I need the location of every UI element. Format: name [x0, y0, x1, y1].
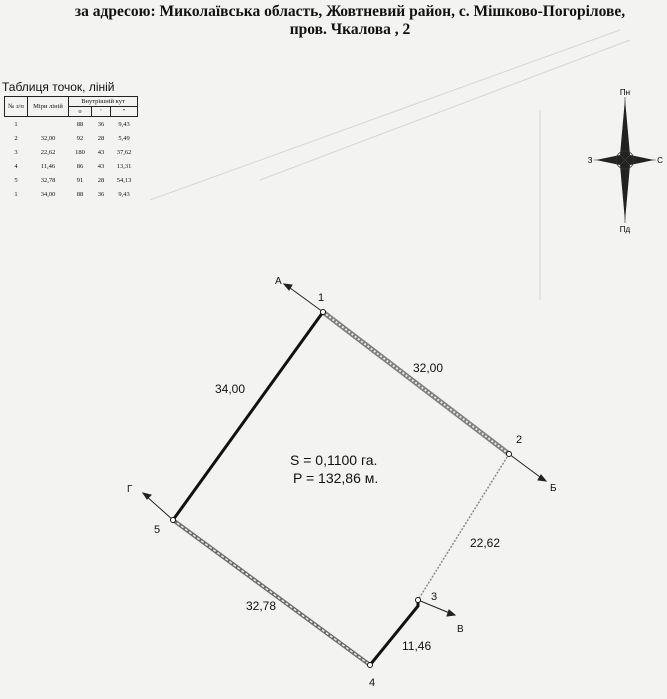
arrow-g — [145, 495, 173, 520]
header-street-line: пров. Чкалова , 2 — [289, 21, 411, 38]
length-label-2-3: 22,62 — [470, 536, 501, 550]
cell-min: 36 — [97, 120, 105, 128]
cell-deg: 180 — [75, 148, 85, 156]
segment-1-5 — [173, 312, 323, 520]
cell-length: 22,62 — [40, 148, 56, 156]
cell-deg: 92 — [76, 134, 84, 142]
header-address-line: за адресою: Миколаївська область, Жовтневий район, с. Мішково-Погорілове, — [74, 3, 626, 20]
cell-length: 32,78 — [40, 176, 56, 184]
cell-sec: 13,31 — [116, 162, 132, 170]
cell-sec: 5,49 — [118, 134, 130, 142]
point-label-4: 4 — [369, 677, 376, 689]
point-label-1: 1 — [318, 292, 325, 304]
point-label-3: 3 — [431, 591, 438, 603]
perimeter-label: P = 132,86 м. — [293, 470, 379, 486]
cell-num: 1 — [14, 120, 18, 128]
vertex-1 — [321, 310, 326, 315]
length-label-3-4: 11,46 — [402, 639, 432, 653]
neighbor-label-g: Г — [127, 484, 133, 495]
col-sec-header: " — [111, 107, 138, 117]
cell-num: 2 — [14, 134, 18, 142]
cell-num: 3 — [14, 148, 18, 156]
cell-min: 28 — [97, 134, 105, 142]
cell-deg: 86 — [76, 162, 84, 170]
col-angle-header: Внутрішній кут — [69, 97, 138, 107]
arrow-b — [509, 454, 544, 480]
compass-south-label: Пд — [619, 225, 631, 234]
neighbor-label-b: Б — [550, 483, 557, 494]
length-label-1-5: 34,00 — [215, 382, 246, 396]
length-label-1-2: 32,00 — [413, 361, 444, 375]
hatched-boundary — [173, 312, 509, 665]
cell-num: 5 — [14, 176, 18, 184]
col-length-header: Міри ліній — [28, 97, 69, 117]
col-deg-header: о — [69, 107, 92, 117]
point-label-5: 5 — [154, 524, 161, 536]
arrow-g-head — [143, 493, 151, 499]
cell-length: 11,46 — [40, 162, 56, 170]
vertex-2 — [507, 452, 512, 457]
cell-num: 4 — [14, 162, 18, 170]
segment-2-3 — [418, 454, 509, 600]
cell-length: 32,00 — [40, 134, 56, 142]
cell-sec: 9,43 — [118, 190, 130, 198]
col-num-header: № з/п — [5, 97, 28, 117]
cell-min: 36 — [97, 190, 105, 198]
cell-sec: 54,13 — [116, 176, 132, 184]
cell-sec: 37,62 — [116, 148, 132, 156]
cell-min: 28 — [97, 176, 105, 184]
cell-length: 34,00 — [40, 190, 56, 198]
cell-sec: 9,43 — [118, 120, 130, 128]
neighbor-label-a: А — [275, 276, 282, 287]
length-label-5-4: 32,78 — [246, 599, 277, 613]
col-min-header: ' — [92, 107, 111, 117]
compass-west-label: З — [587, 156, 593, 165]
cell-deg: 88 — [76, 120, 84, 128]
segment-3-4 — [370, 600, 418, 665]
arrow-v-head — [447, 610, 455, 616]
cell-min: 43 — [97, 162, 105, 170]
vertex-4 — [368, 663, 373, 668]
vertex-3 — [416, 598, 421, 603]
cell-min: 43 — [97, 148, 105, 156]
cell-deg: 91 — [76, 176, 84, 184]
area-label: S = 0,1100 га. — [290, 452, 378, 468]
compass-east-label: С — [657, 156, 663, 165]
point-label-2: 2 — [516, 434, 523, 446]
table-title: Таблиця точок, ліній — [2, 80, 115, 94]
compass-north-label: Пн — [619, 88, 631, 97]
cell-num: 1 — [14, 190, 18, 198]
vertex-5 — [171, 518, 176, 523]
cell-deg: 88 — [76, 190, 84, 198]
neighbor-label-v: В — [457, 624, 464, 635]
